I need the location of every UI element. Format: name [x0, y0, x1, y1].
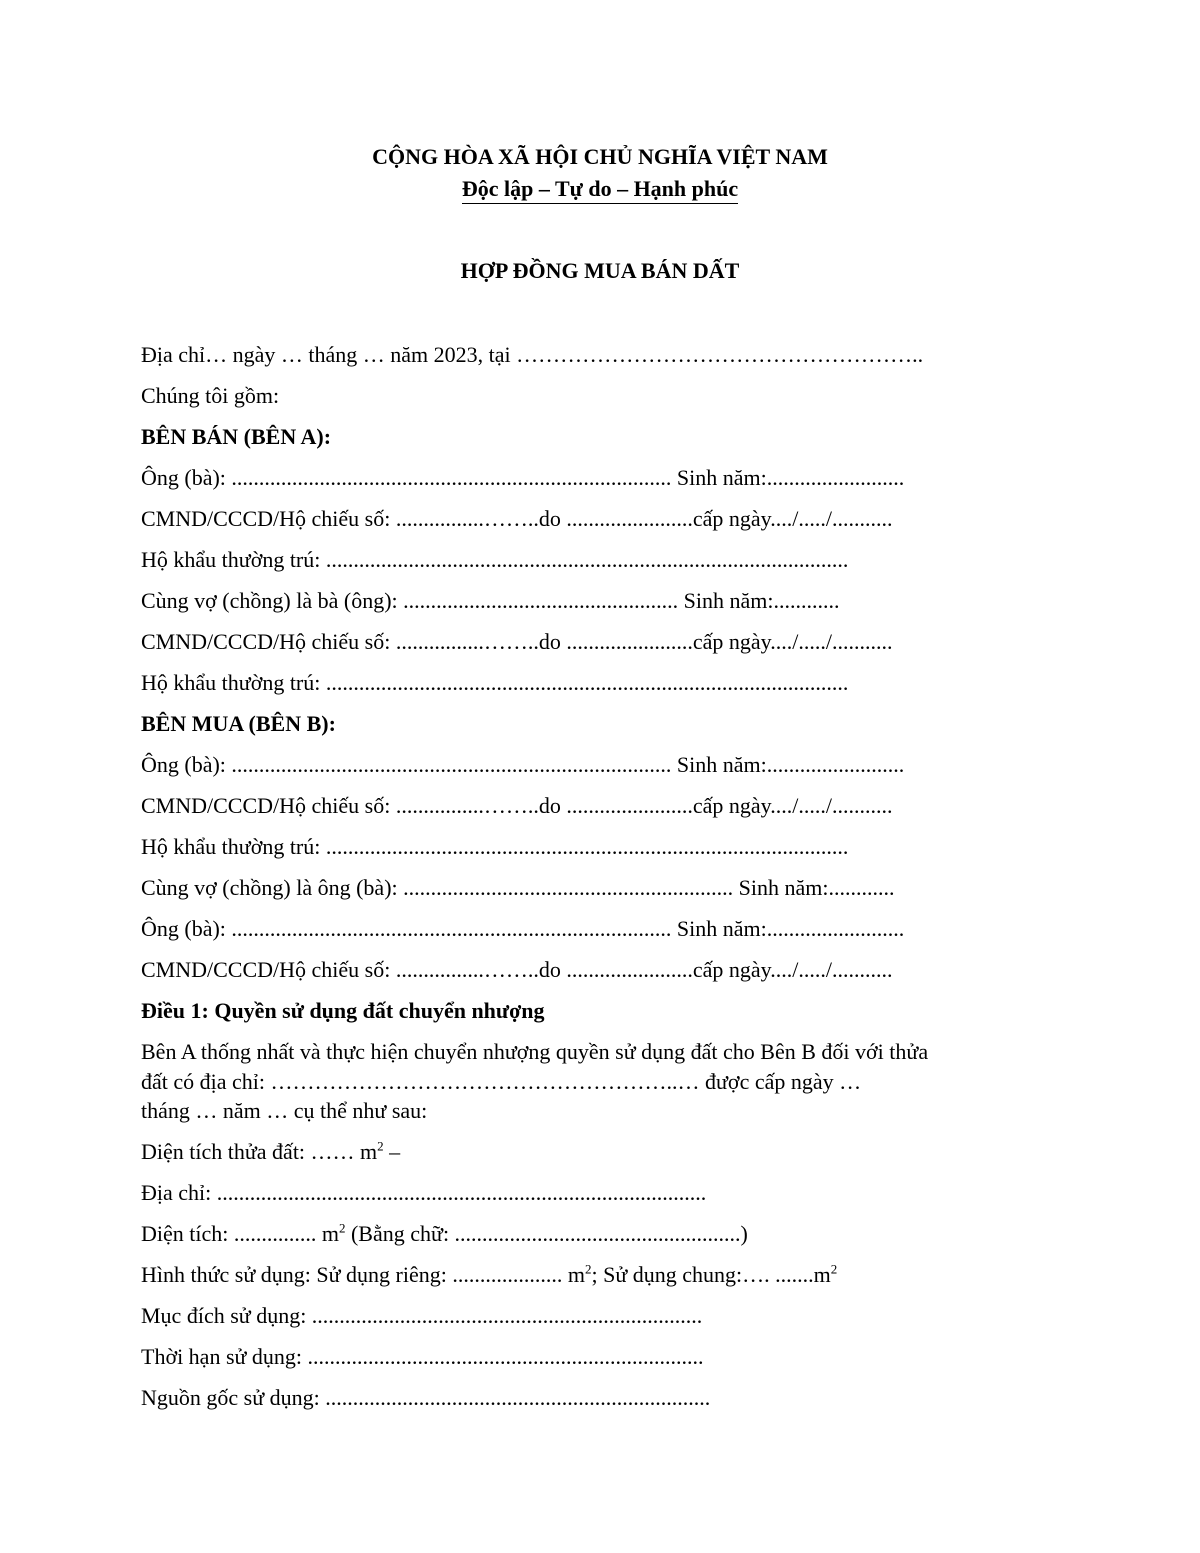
article-1-heading: Điều 1: Quyền sử dụng đất chuyển nhượng	[141, 998, 545, 1023]
land-area-tail: –	[383, 1139, 401, 1164]
place-date-line: Địa chỉ… ngày … tháng … năm 2023, tại ………………………………………………..	[141, 342, 924, 367]
party-b-residence-line: Hộ khẩu thường trú: ...............................................................................................	[141, 834, 849, 859]
usage-form-line	[141, 1262, 837, 1288]
square-superscript: 2	[338, 1220, 346, 1236]
article-1-paragraph-line-1: Bên A thống nhất và thực hiện chuyển nhượng quyền sử dụng đất cho Bên B đối với thửa	[141, 1039, 929, 1064]
party-a-spouse-id-line: CMND/CCCD/Hộ chiếu số: ................……..do .......................cấp ngày..../...../...........	[141, 629, 893, 654]
usage-origin-line: Nguồn gốc sử dụng: ......................................................................	[141, 1385, 711, 1410]
national-motto: Độc lập – Tự do – Hạnh phúc	[462, 176, 738, 204]
party-b-name-line: Ông (bà): ................................................................................ Sinh năm:.........................	[141, 752, 905, 777]
party-b-heading: BÊN MUA (BÊN B):	[141, 711, 336, 736]
usage-shared: ; Sử dụng chung:…. .......m	[591, 1262, 831, 1287]
usage-purpose-line: Mục đích sử dụng: .......................................................................	[141, 1303, 703, 1328]
square-superscript: 2	[377, 1138, 384, 1154]
party-b-id-line: CMND/CCCD/Hộ chiếu số: ................……..do .......................cấp ngày..../...../...........	[141, 793, 893, 818]
address-line: Địa chỉ: .........................................................................................	[141, 1180, 707, 1205]
square-superscript: 2	[585, 1261, 592, 1277]
document-title: HỢP ĐỒNG MUA BÁN DẤT	[460, 258, 740, 283]
usage-term-line: Thời hạn sử dụng: ........................................................................	[141, 1344, 704, 1369]
land-area-line	[141, 1139, 400, 1165]
area-detail-label: Diện tích: ............... m	[141, 1221, 339, 1246]
party-a-residence-line: Hộ khẩu thường trú: ...............................................................................................	[141, 547, 849, 572]
article-1-paragraph-line-3: tháng … năm … cụ thể như sau:	[141, 1098, 428, 1123]
land-area-label: Diện tích thửa đất: …… m	[141, 1139, 378, 1164]
party-a-spouse-residence-line: Hộ khẩu thường trú: ...............................................................................................	[141, 670, 849, 695]
area-detail-line	[141, 1221, 748, 1247]
party-a-id-line: CMND/CCCD/Hộ chiếu số: ................……..do .......................cấp ngày..../...../...........	[141, 506, 893, 531]
square-superscript: 2	[830, 1261, 838, 1277]
party-a-spouse-line: Cùng vợ (chồng) là bà (ông): .................................................. Sinh năm:............	[141, 588, 840, 613]
party-a-heading: BÊN BÁN (BÊN A):	[141, 424, 332, 449]
party-b-second-id-line: CMND/CCCD/Hộ chiếu số: ................……..do .......................cấp ngày..../...../...........	[141, 957, 893, 982]
article-1-paragraph-line-2: đất có địa chỉ: ………………………………………………..… được cấp ngày …	[141, 1069, 862, 1094]
national-title: CỘNG HÒA XÃ HỘI CHỦ NGHĨA VIỆT NAM	[372, 144, 828, 169]
area-in-words: (Bằng chữ: ....................................................)	[345, 1221, 748, 1246]
national-motto-line	[0, 176, 1200, 204]
party-a-name-line: Ông (bà): ................................................................................ Sinh năm:.........................	[141, 465, 905, 490]
usage-private: Hình thức sử dụng: Sử dụng riêng: .................... m	[141, 1262, 585, 1287]
party-b-second-name-line: Ông (bà): ................................................................................ Sinh năm:.........................	[141, 916, 905, 941]
party-b-spouse-line: Cùng vợ (chồng) là ông (bà): ............................................................ Sinh năm:............	[141, 875, 895, 900]
intro-line: Chúng tôi gồm:	[141, 383, 280, 408]
